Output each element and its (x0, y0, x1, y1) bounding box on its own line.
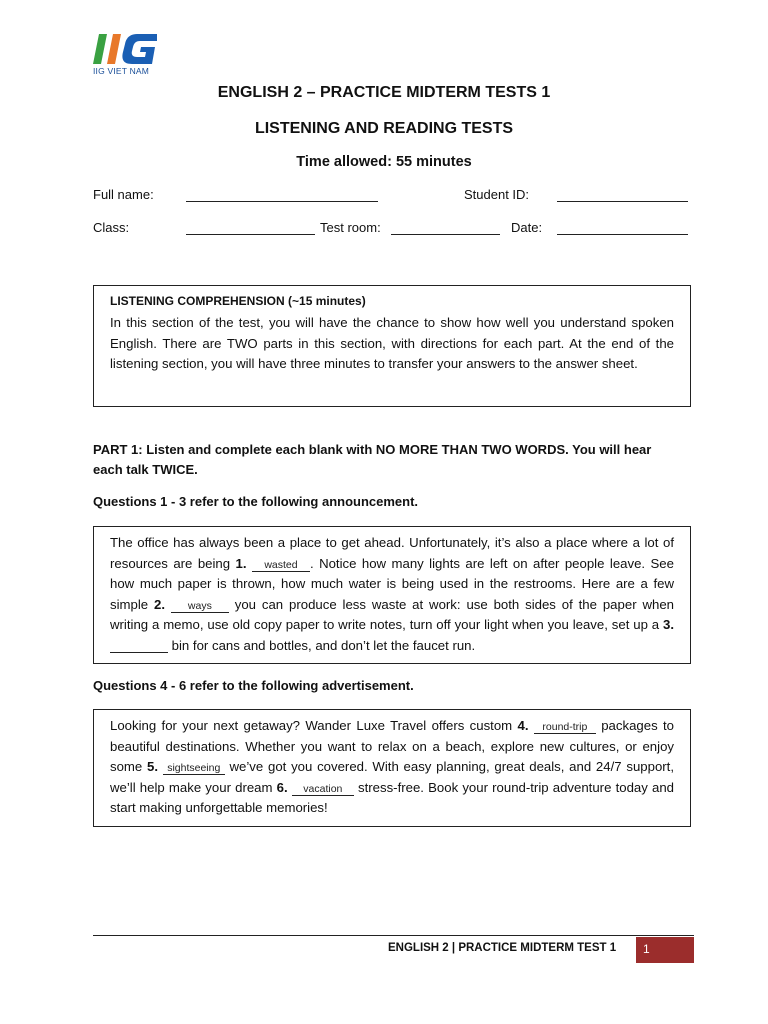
part1-heading-line2: each talk TWICE. (93, 462, 198, 477)
listening-section-box (93, 285, 691, 407)
logo-text: IIG VIET NAM (93, 66, 150, 76)
advertisement-text-part: packages to beautiful destinations. Whether you want to relax on a beach, explore new cultures, or enjoy some (110, 718, 675, 775)
question-number-4: 4. (517, 718, 529, 733)
document-subtitle: LISTENING AND READING TESTS (254, 120, 514, 137)
advertisement-box (93, 709, 691, 827)
question-number-1: 1. (235, 555, 247, 571)
class-blank[interactable] (186, 234, 315, 235)
document-title: ENGLISH 2 – PRACTICE MIDTERM TESTS 1 (217, 84, 551, 101)
announcement-text-part: . Notice how many lights are left on after people leave. See how much paper is thrown, how much water is being used in the restrooms. Here are a few simple (110, 555, 674, 612)
part1-heading-line1: PART 1: Listen and complete each blank with NO MORE THAN TWO WORDS. You will hear (93, 442, 652, 457)
question-number-3: 3. (663, 617, 674, 633)
page-number: 1 (643, 942, 650, 956)
test-room-blank[interactable] (391, 234, 500, 235)
questions-1-3-heading: Questions 1 - 3 refer to the following announcement. (93, 494, 419, 509)
answer-5: sightseeing (167, 762, 221, 775)
answer-blank-5[interactable] (163, 761, 225, 775)
listening-instructions: In this section of the test, you will have the chance to show how well you understand spoken English. There are TWO parts in this section, with directions for each part. At the end of the listening section, you will have three minutes to transfer your answers to the answer sheet. (110, 315, 674, 372)
answer-blank-2[interactable] (171, 599, 229, 613)
announcement-text-part: The office has always been a place to get ahead. Unfortunately, it’s also a place where a lot of resources are being (110, 535, 674, 571)
question-number-5: 5. (147, 759, 158, 775)
full-name-blank[interactable] (186, 201, 378, 202)
advertisement-text-part: stress-free. Book your round-trip adventure today and start making unforgettable memories! (110, 779, 674, 816)
advertisement-text (110, 716, 674, 819)
announcement-text (110, 533, 674, 657)
footer-title: ENGLISH 2 | PRACTICE MIDTERM TEST 1 (388, 942, 617, 954)
answer-blank-3[interactable] (110, 640, 168, 653)
question-number-2: 2. (153, 596, 165, 612)
page-number-badge (636, 937, 694, 963)
answer-2: ways (187, 599, 212, 612)
time-allowed: Time allowed: 55 minutes (296, 154, 472, 170)
answer-1: wasted (264, 558, 298, 571)
answer-6: vacation (303, 782, 343, 795)
student-id-blank[interactable] (557, 201, 688, 202)
answer-blank-1[interactable] (252, 558, 310, 572)
class-label: Class: (93, 220, 130, 235)
date-blank[interactable] (557, 234, 688, 235)
answer-4: round-trip (542, 721, 588, 733)
footer-rule (93, 935, 694, 936)
announcement-text-part: you can produce less waste at work: use both sides of the paper when writing a memo, use old copy paper to write notes, turn off your light when you leave, set up a (110, 596, 674, 633)
answer-blank-4[interactable] (534, 720, 596, 734)
announcement-text-part: bin for cans and bottles, and don’t let the faucet run. (168, 637, 476, 653)
advertisement-text-part: we’ve got you covered. With easy planning, great deals, and 24/7 support, we’ll help make your dream (110, 759, 674, 795)
test-room-label: Test room: (320, 220, 381, 235)
student-id-label: Student ID: (464, 187, 530, 202)
question-number-6: 6. (276, 779, 288, 795)
full-name-label: Full name: (93, 187, 154, 202)
questions-4-6-heading: Questions 4 - 6 refer to the following advertisement. (93, 678, 414, 693)
announcement-box (93, 526, 691, 664)
advertisement-text-part: Looking for your next getaway? Wander Luxe Travel offers custom (110, 718, 518, 733)
listening-heading: LISTENING COMPREHENSION (~15 minutes) (110, 294, 366, 308)
date-label: Date: (511, 220, 543, 235)
answer-blank-6[interactable] (292, 782, 354, 796)
